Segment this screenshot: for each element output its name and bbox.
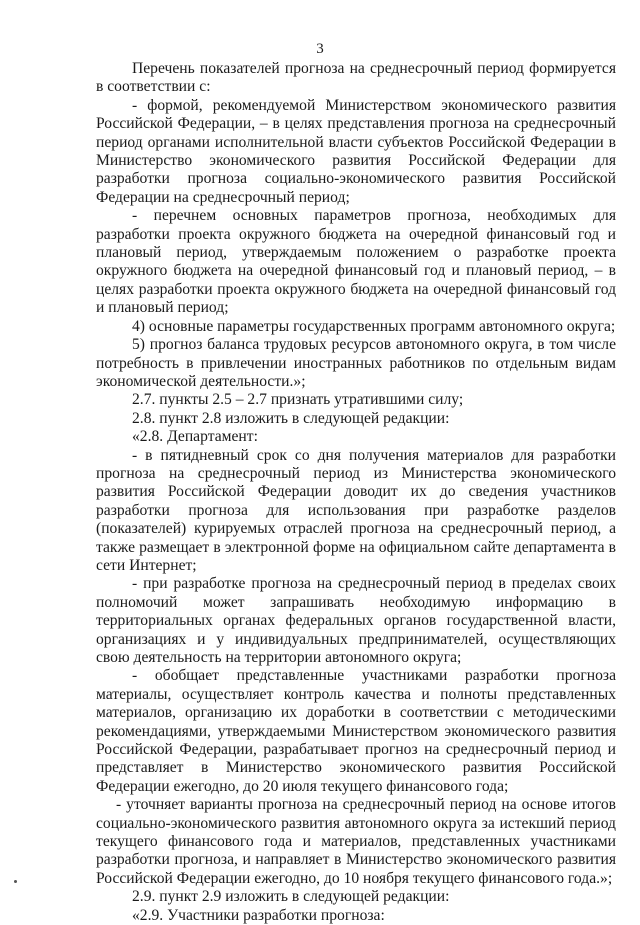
document-body bbox=[96, 60, 616, 925]
paragraph: - в пятидневный срок со дня получения материалов для разработки прогноза на среднесрочный период из Министерства экономического развития Российской Федерации доводит их до сведения участников разработки прогноза для использования при разработке разделов (показателей) курируемых отраслей прогноза на среднесрочный период, а также размещает в электронной форме на официальном сайте департамента в сети Интернет; bbox=[96, 446, 616, 574]
scan-speck bbox=[14, 880, 17, 883]
paragraph: 2.8. пункт 2.8 изложить в следующей редакции: bbox=[132, 409, 450, 427]
paragraph: - обобщает представленные участниками разработки прогноза материалы, осуществляет контроль качества и полноты представленных материалов, организацию их доработки в соответствии с методическими рекомендациями, утверждаемыми Министерством экономического развития Российской Федерации, разрабатывает прогноз на среднесрочный период и представляет в Министерство экономического развития Российской Федерации ежегодно, до 20 июля текущего финансового года; bbox=[96, 667, 616, 795]
paragraph: 2.9. пункт 2.9 изложить в следующей редакции: bbox=[132, 888, 450, 906]
paragraph: - уточняет варианты прогноза на среднесрочный период на основе итогов социально-экономического развития автономного округа за истекший период текущего финансового года и материалов, представленных участниками разработки прогноза, и направляет в Министерство экономического развития Российской Федерации ежегодно, до 10 ноября текущего финансового года.»; bbox=[96, 796, 616, 887]
paragraph: «2.8. Департамент: bbox=[132, 428, 258, 446]
paragraph: 4) основные параметры государственных программ автономного округа; bbox=[132, 317, 616, 335]
paragraph: 5) прогноз баланса трудовых ресурсов автономного округа, в том числе потребность в привлечении иностранных работников по отдельным видам экономической деятельности.»; bbox=[96, 336, 616, 390]
paragraph: «2.9. Участники разработки прогноза: bbox=[132, 906, 385, 924]
paragraph: - при разработке прогноза на среднесрочный период в пределах своих полномочий может запрашивать необходимую информацию в территориальных органах федеральных органов государственной власти, организациях и у индивидуальных предпринимателей, осуществляющих свою деятельность на территории автономного округа; bbox=[96, 575, 616, 666]
paragraph: Перечень показателей прогноза на среднесрочный период формируется в соответствии с: bbox=[96, 60, 616, 96]
paragraph: 2.7. пункты 2.5 – 2.7 признать утратившими силу; bbox=[132, 391, 464, 409]
paragraph: - формой, рекомендуемой Министерством экономического развития Российской Федерации, – в целях представления прогноза на среднесрочный период органами исполнительной власти субъектов Российской Федерации в Министерство экономического развития Российской Федерации для разработки прогноза социально-экономического развития Российской Федерации на среднесрочный период; bbox=[96, 96, 616, 206]
paragraph: - перечнем основных параметров прогноза, необходимых для разработки проекта окружного бюджета на очередной финансовый год и плановый период, утверждаемым положением о разработке проекта окружного бюджета на очередной финансовый год и плановый период, – в целях разработки проекта окружного бюджета на очередной финансовый год и плановый период; bbox=[96, 207, 616, 317]
page-number: 3 bbox=[316, 41, 324, 57]
